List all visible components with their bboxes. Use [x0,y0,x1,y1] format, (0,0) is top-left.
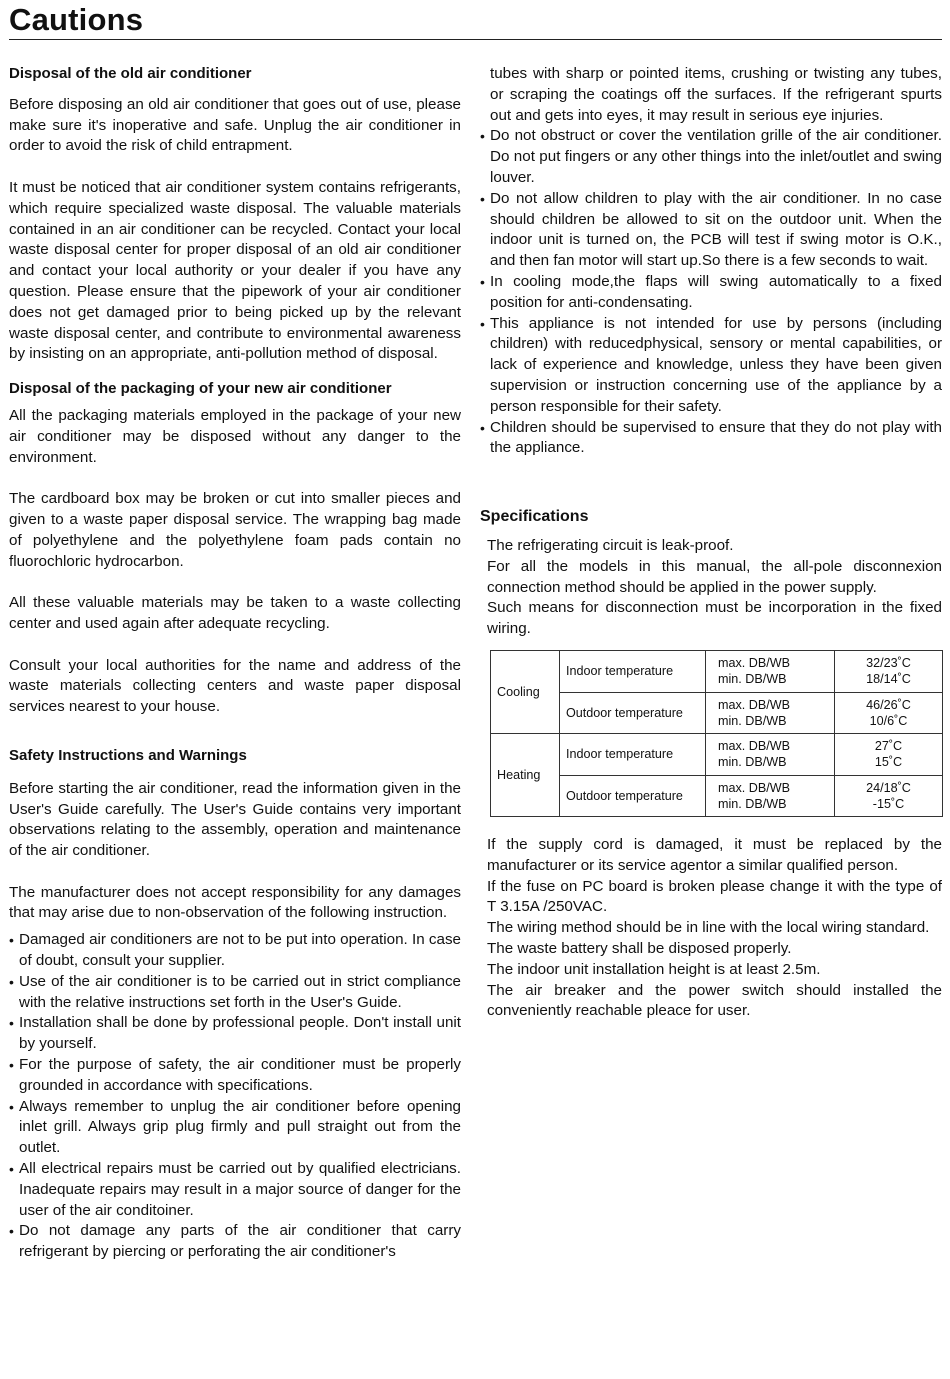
spec-line: If the supply cord is damaged, it must be replaced by the manufacturer or its service agentor a similar qualified person. [487,835,942,874]
list-item: • Damaged air conditioners are not to be put into operation. In case of doubt, consult your supplier. [9,930,461,972]
list-item: • All electrical repairs must be carried out by qualified electricians. Inadequate repairs may result in a major source of danger for the user of the air conditoiner. [9,1159,461,1221]
condition-min: min. DB/WB [718,713,787,728]
condition-max: max. DB/WB [718,697,791,712]
heading-safety: Safety Instructions and Warnings [9,746,247,764]
condition-cell [706,775,835,816]
heading-disposal-old: Disposal of the old air conditioner [9,65,252,82]
value-min: 18/14˚C [866,672,911,687]
mode-cell: Cooling [491,650,560,733]
paragraph: It must be noticed that air conditioner system contains refrigerants, which require specialized waste disposal. The valuable materials contained in an air conditioner can be recycled. Contact your local waste disposal center for proper disposal of an old air conditioner and contact your local authority or your dealer if you have any question. Please ensure that the pipework of your air conditioner does not get damaged prior to being picked up by the relevant waste disposal center, and contribute to environmental awareness by insisting on an appropriate, anti-pollution method of disposal. [9,178,461,363]
spec-line: The indoor unit installation height is at least 2.5m. [487,960,821,978]
title-divider [9,39,942,40]
spec-line: Such means for disconnection must be incorporation in the fixed wiring. [487,599,942,638]
item-cell: Outdoor temperature [560,775,706,816]
condition-max: max. DB/WB [718,780,791,795]
paragraph: The cardboard box may be broken or cut into smaller pieces and given to a waste paper disposal service. The wrapping bag made of polyethylene and the polyethylene foam pads contain no fluorochloric hydrocarbon. [9,490,461,570]
list-item: • For the purpose of safety, the air conditioner must be properly grounded in accordance with specifications. [9,1055,461,1097]
spec-line: For all the models in this manual, the all-pole disconnexion connection method should be applied in the power supply. [487,557,942,596]
list-item: • Do not allow children to play with the air conditioner. In no case should children be allowed to sit on the outdoor unit. When the indoor unit is turned on, the PCB will test if swing motor is O.K., and then fan motor will start up.So there is a few seconds to wait. [480,189,942,272]
table-row [491,650,943,692]
value-cell [835,733,943,775]
spec-line: The wiring method should be in line with the local wiring standard. [487,919,930,937]
heading-disposal-packaging: Disposal of the packaging of your new air conditioner [9,380,392,398]
left-column [9,64,461,1263]
condition-max: max. DB/WB [718,656,791,671]
list-item: • Use of the air conditioner is to be carried out in strict compliance with the relative instructions set forth in the User's Guide. [9,972,461,1014]
value-max: 27˚C [874,739,903,754]
safety-bullet-list-continued [480,126,942,459]
item-cell: Indoor temperature [560,650,706,692]
spec-line: The refrigerating circuit is leak-proof. [487,536,734,554]
spec-table [490,650,943,817]
paragraph: Consult your local authorities for the name and address of the waste materials collecting centers and waste paper disposal services nearest to your house. [9,656,461,716]
value-min: 15˚C [874,755,903,770]
safety-bullet-list [9,930,461,1263]
value-cell [835,650,943,692]
spec-line: The air breaker and the power switch should installed the conveniently reachable pleace for user. [487,981,942,1020]
paragraph: Before disposing an old air conditioner that goes out of use, please make sure it's inoperative and safe. Unplug the air conditioner in order to avoid the risk of child entrapment. [9,95,461,155]
paragraph: All the packaging materials employed in the package of your new air conditioner may be disposed without any danger to the environment. [9,406,461,466]
specifications-intro [480,536,942,640]
paragraph: All these valuable materials may be taken to a waste collecting center and used again after adequate recycling. [9,594,461,632]
value-max: 24/18˚C [866,780,911,795]
condition-max: max. DB/WB [718,739,791,754]
condition-cell [706,733,835,775]
condition-min: min. DB/WB [718,755,787,770]
list-item: • This appliance is not intended for use by persons (including children) with reducedphysical, sensory or mental capabilities, or lack of experience and knowledge, unless they have been given supervision or instruction concerning use of the appliance by a person responsible for their safety. [480,314,942,418]
list-item: • Installation shall be done by professional people. Don't install unit by yourself. [9,1013,461,1055]
mode-cell: Heating [491,733,560,816]
paragraph: Before starting the air conditioner, read the information given in the User's Guide carefully. The User's Guide contains very important observations relating to the assembly, operation and maintenance of the air conditioner. [9,779,461,860]
heading-specifications: Specifications [480,508,589,526]
bullet-continuation: tubes with sharp or pointed items, crushing or twisting any tubes, or scraping the coatings off the surfaces. If the refrigerant spurts out and gets into eyes, it may result in serious eye injuries. [490,65,942,124]
value-cell [835,775,943,816]
list-item: • Do not obstruct or cover the ventilation grille of the air conditioner. Do not put fingers or any other things into the inlet/outlet and swing louver. [480,126,942,188]
value-cell [835,692,943,733]
paragraph: The manufacturer does not accept responsibility for any damages that may arise due to non-observation of the following instruction. [9,883,461,922]
value-max: 46/26˚C [866,697,911,712]
list-item: • Always remember to unplug the air conditioner before opening inlet grill. Always grip plug firmly and pull straight out from the outlet. [9,1097,461,1159]
value-max: 32/23˚C [866,656,911,671]
table-row [491,733,943,775]
list-item: • Do not damage any parts of the air conditioner that carry refrigerant by piercing or perforating the air conditioner's [9,1221,461,1263]
condition-min: min. DB/WB [718,796,787,811]
item-cell: Outdoor temperature [560,692,706,733]
list-item: • Children should be supervised to ensure that they do not play with the appliance. [480,418,942,460]
condition-cell [706,650,835,692]
right-column [480,64,942,1022]
condition-cell [706,692,835,733]
condition-min: min. DB/WB [718,672,787,687]
page-title: Cautions [9,2,144,37]
specifications-notes [480,835,942,1022]
value-min: 10/6˚C [869,713,908,728]
item-cell: Indoor temperature [560,733,706,775]
value-min: -15˚C [872,796,905,811]
spec-line: If the fuse on PC board is broken please change it with the type of T 3.15A /250VAC. [487,877,942,916]
spec-line: The waste battery shall be disposed properly. [487,939,792,957]
list-item: • In cooling mode,the flaps will swing automatically to a fixed position for anti-condensating. [480,272,942,314]
